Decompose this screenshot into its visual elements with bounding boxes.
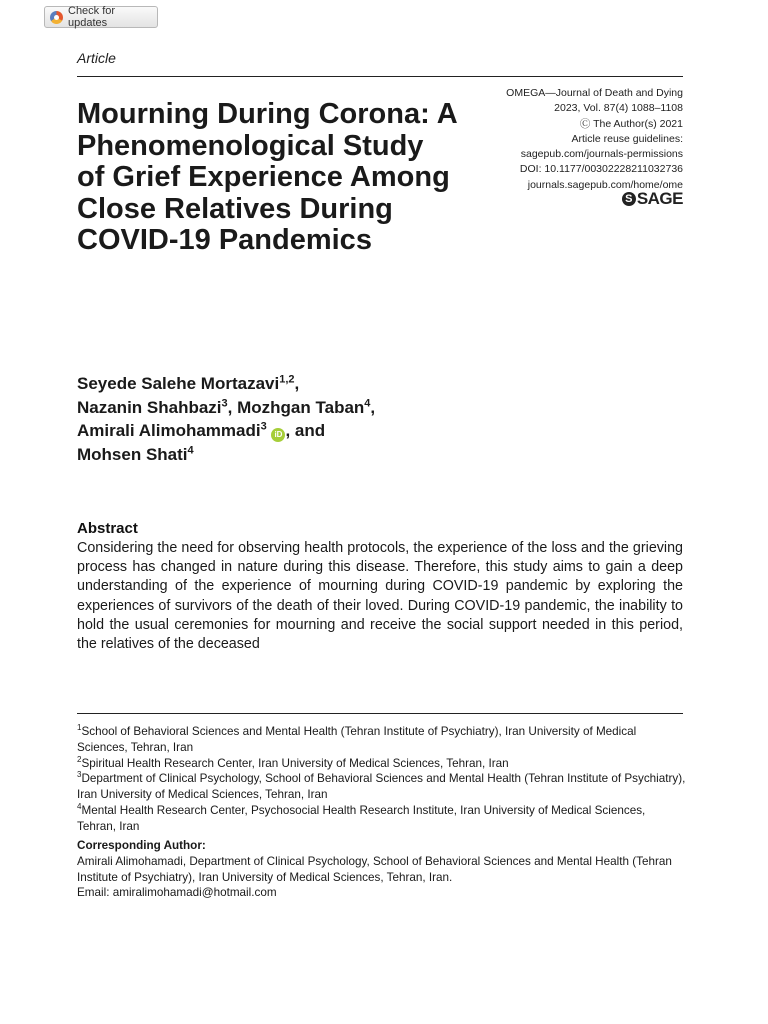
affiliations: [77, 724, 687, 835]
affiliation-number: 4: [77, 802, 82, 812]
author-name[interactable]: Mohsen Shati: [77, 444, 188, 464]
author-affiliation-ref: 1,2: [279, 373, 295, 386]
author-list: [77, 372, 477, 466]
reuse-label: Article reuse guidelines:: [571, 132, 683, 145]
abstract-heading: Abstract: [77, 520, 138, 537]
abstract-text: Considering the need for observing health protocols, the experience of the loss and the grieving process has changed in nature during this disease. Therefore, this study aims to gain a deep understanding of the experience of mourning during COVID-19 pandemic by exploring the experiences of survivors of the death of their loved. During COVID-19 pandemic, the inability to hold the usual ceremonies for mourning and receive the social support needed in this period, the relatives of the deceased: [77, 540, 683, 653]
sage-logo: [622, 189, 683, 209]
author-affiliation-ref: 4: [187, 443, 194, 456]
author-affiliation-ref: 4: [364, 396, 371, 409]
author-affiliation-ref: 3: [221, 396, 228, 409]
affiliation: [77, 724, 687, 756]
affiliation-number: 2: [77, 754, 82, 764]
affiliation: [77, 756, 687, 772]
affiliation-text: Spiritual Health Research Center, Iran University of Medical Sciences, Tehran, Iran: [81, 756, 509, 770]
corresponding-address: Amirali Alimohamadi, Department of Clinical Psychology, School of Behavioral Sciences and Mental Health (Tehran Institute of Psychiatry), Iran University of Medical Sciences, Tehran, Iran.: [77, 854, 672, 884]
author-name[interactable]: Nazanin Shahbazi: [77, 397, 222, 417]
journal-info: [506, 86, 683, 193]
affiliation-text: Department of Clinical Psychology, School of Behavioral Sciences and Mental Health (Tehran Institute of Psychiatry), Iran University of Medical Sciences, Tehran, Iran: [77, 772, 686, 802]
corresponding-heading: Corresponding Author:: [77, 839, 206, 852]
journal-name: OMEGA—Journal of Death and Dying: [506, 87, 683, 99]
reuse-link[interactable]: sagepub.com/journals-permissions: [520, 148, 683, 161]
affiliation: [77, 803, 687, 835]
article-type: Article: [77, 50, 116, 66]
crossmark-icon: [50, 11, 63, 24]
corresponding-email[interactable]: Email: amiralimohamadi@hotmail.com: [77, 886, 277, 900]
affiliation-text: Mental Health Research Center, Psychosocial Health Research Institute, Iran University of Medical Sciences, Tehran, Iran: [77, 803, 646, 833]
corresponding-author: [77, 838, 687, 901]
doi[interactable]: DOI: 10.1177/00302228211032736: [519, 163, 683, 176]
author-separator: , and: [285, 421, 326, 440]
affiliation-number: 3: [77, 770, 82, 780]
check-for-updates-button[interactable]: [44, 6, 158, 28]
author-separator: ,: [370, 397, 376, 417]
header-rule: [77, 76, 683, 77]
orcid-icon[interactable]: iD: [271, 428, 285, 442]
affiliation-text: School of Behavioral Sciences and Mental Health (Tehran Institute of Psychiatry), Iran University of Medical Sciences, Tehran, Iran: [77, 725, 637, 754]
author-separator: ,: [294, 374, 300, 393]
journal-volume: 2023, Vol. 87(4) 1088–1108: [554, 102, 683, 115]
author-name[interactable]: Seyede Salehe Mortazavi: [77, 374, 280, 393]
author-separator: ,: [227, 397, 238, 417]
copyright: Ⓒ The Author(s) 2021: [579, 117, 683, 130]
article-title: Mourning During Corona: A Phenomenological Study of Grief Experience Among Close Relatives During COVID-19 Pandemics: [77, 98, 457, 256]
journal-site-link[interactable]: journals.sagepub.com/home/ome: [527, 178, 683, 191]
author-name[interactable]: Amirali Alimohammadi: [77, 421, 261, 440]
author-affiliation-ref: 3: [260, 420, 267, 433]
sage-name: SAGE: [636, 189, 683, 208]
sage-mark-icon: S: [622, 192, 636, 206]
author-name[interactable]: Mozhgan Taban: [237, 397, 365, 417]
affiliation: [77, 771, 687, 803]
footnote-rule: [77, 713, 683, 714]
affiliation-number: 1: [77, 723, 82, 733]
check-for-updates-label: Check for updates: [68, 5, 116, 29]
